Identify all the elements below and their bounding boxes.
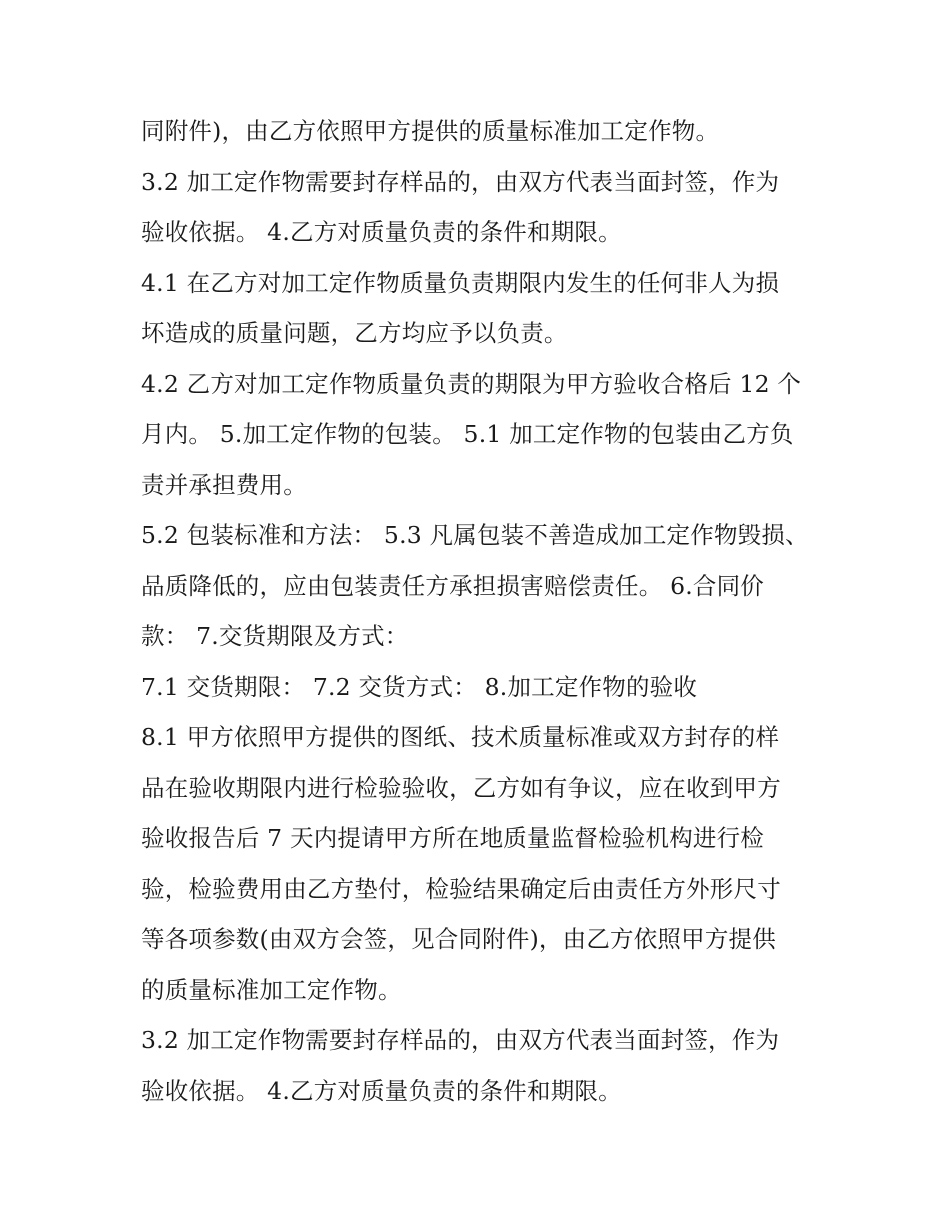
- text-line: 验收依据。 4.乙方对质量负责的条件和期限。: [141, 218, 622, 246]
- text-line: 等各项参数(由双方会签，见合同附件)，由乙方依照甲方提供: [141, 925, 776, 953]
- text-line: 品在验收期限内进行检验验收，乙方如有争议，应在收到甲方: [141, 773, 781, 802]
- text-line: 责并承担费用。: [141, 470, 307, 499]
- text-line: 验收报告后 7 天内提请甲方所在地质量监督检验机构进行检: [141, 824, 764, 852]
- text-line: 的质量标准加工定作物。: [141, 975, 402, 1004]
- text-line: 同附件)，由乙方依照甲方提供的质量标准加工定作物。: [141, 117, 720, 145]
- document-body: [141, 106, 813, 1116]
- text-line: 3.2 加工定作物需要封存样品的，由双方代表当面封签，作为: [141, 167, 780, 196]
- text-line: 月内。 5.加工定作物的包装。 5.1 加工定作物的包装由乙方负: [141, 420, 794, 448]
- text-line: 坏造成的质量问题，乙方均应予以负责。: [141, 319, 568, 347]
- text-line: 验收依据。 4.乙方对质量负责的条件和期限。: [141, 1076, 622, 1105]
- text-line: 款： 7.交货期限及方式：: [141, 622, 409, 650]
- text-line: 4.1 在乙方对加工定作物质量负责期限内发生的任何非人为损: [141, 268, 780, 297]
- text-line: 3.2 加工定作物需要封存样品的，由双方代表当面封签，作为: [141, 1026, 780, 1054]
- text-line: 4.2 乙方对加工定作物质量负责的期限为甲方验收合格后 12 个: [141, 369, 802, 398]
- text-line: 验，检验费用由乙方垫付，检验结果确定后由责任方外形尺寸: [141, 874, 781, 903]
- text-line: 品质降低的，应由包装责任方承担损害赔偿责任。 6.合同价: [141, 571, 764, 600]
- text-line: 5.2 包装标准和方法： 5.3 凡属包装不善造成加工定作物毁损、: [141, 521, 809, 549]
- text-line: 7.1 交货期限： 7.2 交货方式： 8.加工定作物的验收: [141, 672, 698, 701]
- text-line: 8.1 甲方依照甲方提供的图纸、技术质量标准或双方封存的样: [141, 723, 780, 751]
